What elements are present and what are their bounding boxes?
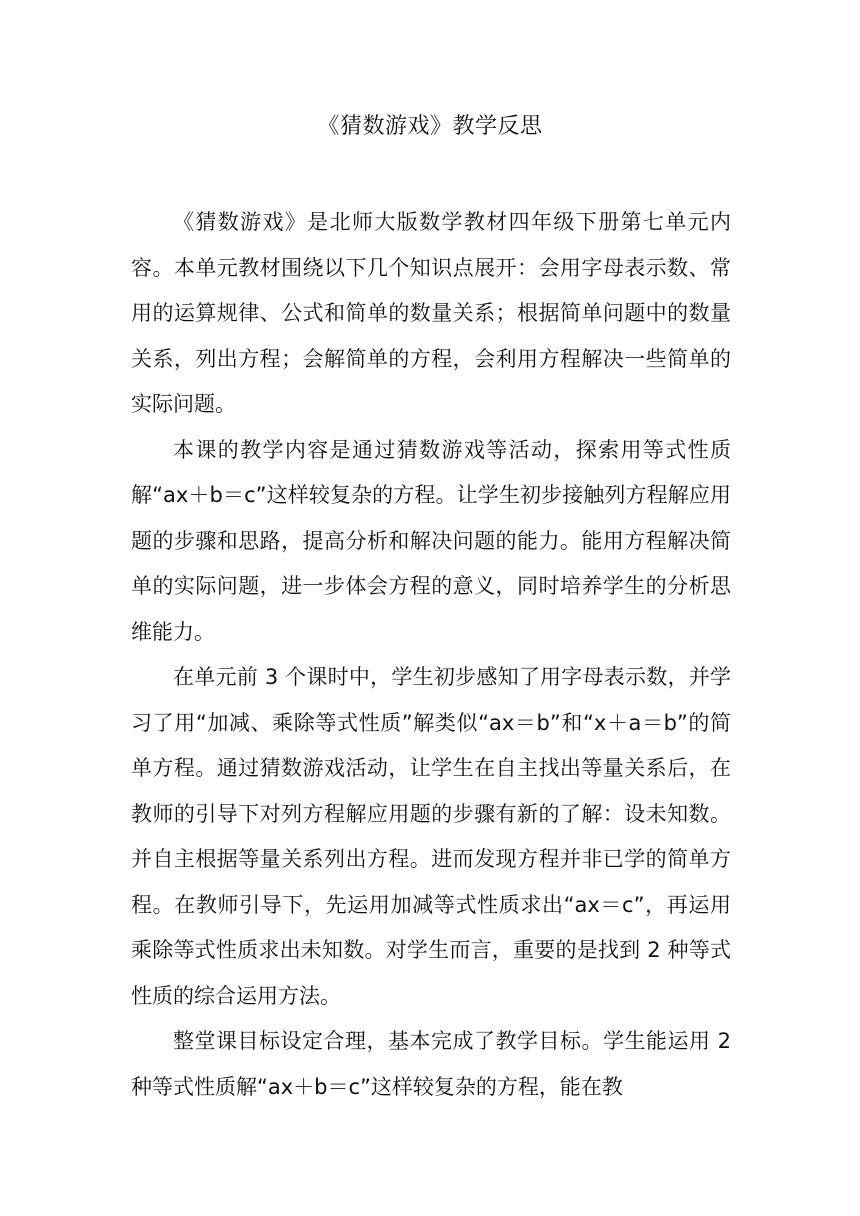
document-body [131, 200, 731, 1110]
paragraph-lesson-content: 本课的教学内容是通过猜数游戏等活动，探索用等式性质解“ax＋b＝c”这样较复杂的方程。让学生初步接触列方程解应用题的步骤和思路，提高分析和解决问题的能力。能用方程解决简单的实际问题，进一步体会方程的意义，同时培养学生的分析思维能力。 [131, 437, 731, 644]
paragraph-evaluation: 整堂课目标设定合理，基本完成了教学目标。学生能运用 2 种等式性质解“ax＋b＝c”这样较复杂的方程，能在教 [131, 1029, 731, 1099]
paragraph-previous-lessons: 在单元前 3 个课时中，学生初步感知了用字母表示数，并学习了用“加减、乘除等式性质”解类似“ax＝b”和“x＋a＝b”的简单方程。通过猜数游戏活动，让学生在自主找出等量关系后，在教师的引导下对列方程解应用题的步骤有新的了解：设未知数。并自主根据等量关系列出方程。进而发现方程并非已学的简单方程。在教师引导下，先运用加减等式性质求出“ax＝c”，再运用乘除等式性质求出未知数。对学生而言，重要的是找到 2 种等式性质的综合运用方法。 [131, 665, 731, 1008]
paragraph-intro: 《猜数游戏》是北师大版数学教材四年级下册第七单元内容。本单元教材围绕以下几个知识点展开：会用字母表示数、常用的运算规律、公式和简单的数量关系；根据简单问题中的数量关系，列出方程；会解简单的方程，会利用方程解决一些简单的实际问题。 [131, 210, 731, 416]
document-title: 《猜数游戏》教学反思 [317, 114, 543, 139]
